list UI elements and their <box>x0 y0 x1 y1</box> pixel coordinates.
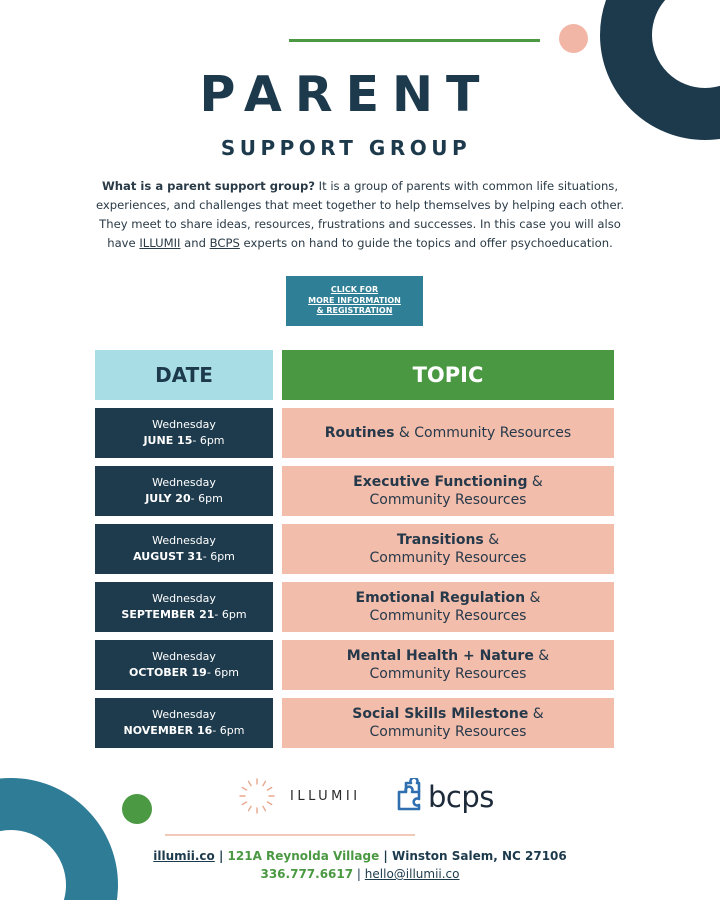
schedule-row <box>95 408 614 458</box>
page-title: PARENT <box>199 66 493 123</box>
topic-title: Emotional Regulation & <box>355 590 541 606</box>
date-cell <box>95 582 273 632</box>
cta-line-3: & REGISTRATION <box>316 306 393 316</box>
schedule-row <box>95 524 614 574</box>
bcps-link[interactable]: BCPS <box>209 236 240 250</box>
illumii-logo-icon <box>237 776 277 816</box>
date-cell <box>95 524 273 574</box>
topic-cell <box>282 466 614 516</box>
weekday: Wednesday <box>152 650 216 663</box>
date-cell <box>95 640 273 690</box>
bcps-puzzle-logo-icon <box>396 778 430 812</box>
footer-contact-line: 336.777.6617 | hello@illumii.co <box>260 867 460 881</box>
schedule-row <box>95 640 614 690</box>
registration-button[interactable] <box>286 276 423 326</box>
illumii-wordmark: ILLUMII <box>290 789 361 804</box>
weekday: Wednesday <box>152 592 216 605</box>
top-divider <box>289 39 540 42</box>
topic-suffix: Community Resources <box>369 550 527 566</box>
topic-suffix: Community Resources <box>369 608 527 624</box>
topic-cell <box>282 524 614 574</box>
page-subtitle: SUPPORT GROUP <box>220 136 472 160</box>
decorative-ring-bottom <box>0 778 118 900</box>
email-link[interactable]: hello@illumii.co <box>364 867 460 881</box>
date-cell <box>95 466 273 516</box>
city-state-zip: Winston Salem, NC 27106 <box>392 849 567 863</box>
decorative-dot-pink <box>559 24 588 53</box>
footer-address-line: illumii.co | 121A Reynolda Village | Winston Salem, NC 27106 <box>153 849 567 863</box>
topic-title: Social Skills Milestone & <box>352 706 544 722</box>
topic-title: Mental Health + Nature & <box>346 648 550 664</box>
event-date: SEPTEMBER 21- 6pm <box>121 608 247 621</box>
intro-text-2: experts on hand to guide the topics and offer psychoeducation. <box>239 236 613 250</box>
topic-cell <box>282 408 614 458</box>
cta-line-1: CLICK FOR <box>330 285 379 295</box>
event-date: JULY 20- 6pm <box>145 492 223 505</box>
schedule-row <box>95 698 614 748</box>
schedule-row <box>95 466 614 516</box>
bcps-wordmark: bcps <box>428 780 494 814</box>
event-date: NOVEMBER 16- 6pm <box>123 724 245 737</box>
intro-paragraph <box>96 177 624 253</box>
footer-divider <box>165 834 415 836</box>
website-link[interactable]: illumii.co <box>153 849 215 863</box>
topic-title: Executive Functioning & <box>353 474 543 490</box>
weekday: Wednesday <box>152 708 216 721</box>
intro-question: What is a parent support group? <box>101 179 315 193</box>
weekday: Wednesday <box>152 476 216 489</box>
cta-line-2: MORE INFORMATION <box>308 295 401 305</box>
date-cell <box>95 698 273 748</box>
topic-cell <box>282 698 614 748</box>
topic-suffix: Community Resources <box>369 724 527 740</box>
topic-cell <box>282 582 614 632</box>
decorative-dot-green <box>122 794 152 824</box>
illumii-link[interactable]: ILLUMII <box>139 236 181 250</box>
topic-suffix: Community Resources <box>369 666 527 682</box>
topic-suffix: Community Resources <box>369 492 527 508</box>
topic-cell <box>282 640 614 690</box>
phone-number[interactable]: 336.777.6617 <box>260 867 354 881</box>
date-cell <box>95 408 273 458</box>
event-date: AUGUST 31- 6pm <box>133 550 235 563</box>
street-address: 121A Reynolda Village <box>227 849 380 863</box>
topic-title: Transitions & <box>396 532 500 548</box>
event-date: OCTOBER 19- 6pm <box>129 666 239 679</box>
intro-text-and: and <box>180 236 210 250</box>
event-date: JUNE 15- 6pm <box>143 434 225 447</box>
schedule-row <box>95 582 614 632</box>
topic-text: Routines & Community Resources <box>324 425 572 441</box>
date-column-header: DATE <box>95 350 273 400</box>
intro-text-1: It is a group of parents with common life situations, experiences, and challenges that meet together to help themselves by helping each other. They meet to share ideas, resources, frustrations and successes. In this case you will also have <box>96 179 625 250</box>
weekday: Wednesday <box>152 534 216 547</box>
topic-column-header: TOPIC <box>282 350 614 400</box>
weekday: Wednesday <box>152 418 216 431</box>
